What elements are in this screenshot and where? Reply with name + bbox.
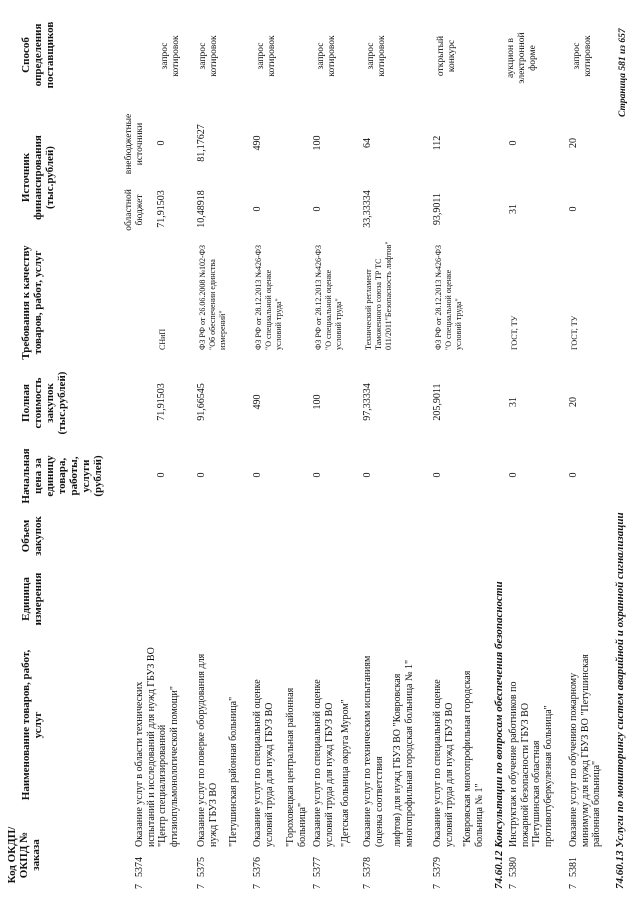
row-order: 5375 xyxy=(196,857,207,877)
row-method: открытый конкурс xyxy=(436,35,457,77)
row-method: запрос котировок xyxy=(198,35,219,77)
row-order: 5374 xyxy=(134,857,145,877)
header-requirements: Требования к качеству товаров, работ, услуг xyxy=(20,245,44,360)
row-code: 7 xyxy=(196,884,207,889)
row-price: 0 xyxy=(156,472,167,478)
row-requirements: ГОСТ, ТУ xyxy=(510,315,519,350)
row-offbudget: 64 xyxy=(362,138,373,148)
row-total: 100 xyxy=(312,394,323,410)
row-method: запрос котировок xyxy=(366,35,387,77)
header-name: Наименование товаров, работ, услуг xyxy=(20,649,44,801)
row-offbudget: 112 xyxy=(432,135,443,151)
header-funding-offbudget: внебюджетные источники xyxy=(124,113,145,175)
header-price: Начальная цена за единицу товара, работы, услуги (рублей) xyxy=(20,448,104,504)
row-order: 5379 xyxy=(432,857,443,877)
row-regional: 0 xyxy=(252,206,263,212)
row-price: 0 xyxy=(508,472,519,478)
row-price: 0 xyxy=(432,472,443,478)
row-price: 0 xyxy=(196,472,207,478)
row-order: 5376 xyxy=(252,857,263,877)
row-regional: 10,48918 xyxy=(196,190,207,228)
row-method: запрос котировок xyxy=(316,35,337,77)
row-offbudget: 490 xyxy=(252,135,263,151)
row-total: 205,9011 xyxy=(432,383,443,421)
row-name: Инструктаж и обучение работников по пожарной безопасности ГБУЗ ВО "Петушинская областная противотуберкулезная больница" xyxy=(508,681,554,847)
row-order: 5380 xyxy=(508,857,519,877)
row-name: Оказание услуг по обучению пожарному минимуму для нужд ГБУЗ ВО "Петушинская районная больница" xyxy=(568,654,602,847)
row-total: 71,91503 xyxy=(156,383,167,421)
row-requirements: Технический регламент Таможенного союза ТР ТС 011/2011"Безопасность лифтов" xyxy=(364,241,393,350)
row-method: запрос котировок xyxy=(572,35,593,77)
row-offbudget: 0 xyxy=(156,140,167,146)
row-requirements: СНиП xyxy=(158,328,167,350)
header-method: Способ определения поставщиков xyxy=(20,21,56,89)
row-code: 7 xyxy=(252,884,263,889)
row-name-extra: лифтов) для нужд ГБУЗ ВО "Ковровская многопрофильная городская больница № 1" xyxy=(392,659,415,847)
row-total: 490 xyxy=(252,394,263,410)
row-offbudget: 20 xyxy=(568,138,579,148)
row-code: 7 xyxy=(568,884,579,889)
row-name-extra: "Детская больница округа Муром" xyxy=(340,699,351,847)
row-name: Оказание услуг по специальной оценке условий труда для нужд ГБУЗ ВО xyxy=(312,679,335,847)
row-offbudget: 0 xyxy=(508,140,519,146)
row-name-extra: "Ковровская многопрофильная городская больница № 1" xyxy=(462,670,485,847)
section-heading: 74.60.13 Услуги по мониторингу систем аварийной и охранной сигнализации xyxy=(614,512,626,889)
row-code: 7 xyxy=(508,884,519,889)
row-price: 0 xyxy=(362,472,373,478)
row-regional: 31 xyxy=(508,204,519,214)
row-order: 5381 xyxy=(568,857,579,877)
row-requirements: ФЗ РФ от 28.12.2013 №426-ФЗ "О специальной оценке условий труда" xyxy=(254,245,283,350)
row-total: 91,66545 xyxy=(196,383,207,421)
row-total: 31 xyxy=(508,397,519,407)
header-code: Код ОКДП/ ОКПД № заказа xyxy=(6,826,42,884)
row-name-extra: "Гороховецкая центральная районная больница" xyxy=(285,687,308,847)
row-price: 0 xyxy=(252,472,263,478)
row-total: 97,33334 xyxy=(362,383,373,421)
header-volume: Объем закупок xyxy=(20,516,44,556)
row-price: 0 xyxy=(568,472,579,478)
row-requirements: ФЗ РФ от 26.06.2008 №102-ФЗ "Об обеспечении единства измерений" xyxy=(198,245,227,350)
row-offbudget: 100 xyxy=(312,135,323,151)
row-price: 0 xyxy=(312,472,323,478)
header-funding-regional: областной бюджет xyxy=(124,189,145,231)
header-unit: Единица измерения xyxy=(20,572,44,626)
row-regional: 0 xyxy=(312,206,323,212)
row-order: 5378 xyxy=(362,857,373,877)
row-requirements: ГОСТ, ТУ xyxy=(570,315,579,350)
row-requirements: ФЗ РФ от 28.12.2013 №426-ФЗ "О специальной оценке условий труда" xyxy=(314,245,343,350)
row-regional: 33,33334 xyxy=(362,190,373,228)
row-name: Оказание услуг по поверке оборудования для нужд ГБУЗ ВО xyxy=(196,653,219,847)
row-regional: 71,91503 xyxy=(156,190,167,228)
row-name: Оказание услуг по специальной оценке условий труда для нужд ГБУЗ ВО xyxy=(432,679,455,847)
row-code: 7 xyxy=(362,884,373,889)
row-regional: 93,9011 xyxy=(432,192,443,226)
row-code: 7 xyxy=(134,884,145,889)
row-name-extra: "Петушинская районная больница" xyxy=(228,696,239,847)
row-total: 20 xyxy=(568,397,579,407)
row-name: Оказание услуг по техническим испытаниям (оценка соответствия xyxy=(362,655,385,847)
row-name: Оказание услуг по специальной оценке условий труда для нужд ГБУЗ ВО xyxy=(252,679,275,847)
row-order: 5377 xyxy=(312,857,323,877)
row-method: запрос котировок xyxy=(160,35,181,77)
page-number: Страница 581 из 657 xyxy=(618,28,628,117)
row-method: запрос котировок xyxy=(256,35,277,77)
row-regional: 0 xyxy=(568,206,579,212)
header-funding: Источник финансирования (тыс.рублей) xyxy=(20,135,56,220)
header-total: Полная стоимость закупок (тыс.рублей) xyxy=(20,371,68,435)
section-heading: 74.60.12 Консультации по вопросам обеспечения безопасности xyxy=(493,581,505,889)
row-offbudget: 81,17627 xyxy=(196,124,207,162)
row-code: 7 xyxy=(432,884,443,889)
row-code: 7 xyxy=(312,884,323,889)
row-method: аукцион в электронной форме xyxy=(506,32,538,84)
row-name: Оказание услуг в области технических испытаний и исследований для нужд ГБУЗ ВО "Центр специализированной фтизиопульмонологической помощи" xyxy=(134,647,180,847)
row-requirements: ФЗ РФ от 28.12.2013 №426-ФЗ "О специальной оценке условий труда" xyxy=(434,245,463,350)
